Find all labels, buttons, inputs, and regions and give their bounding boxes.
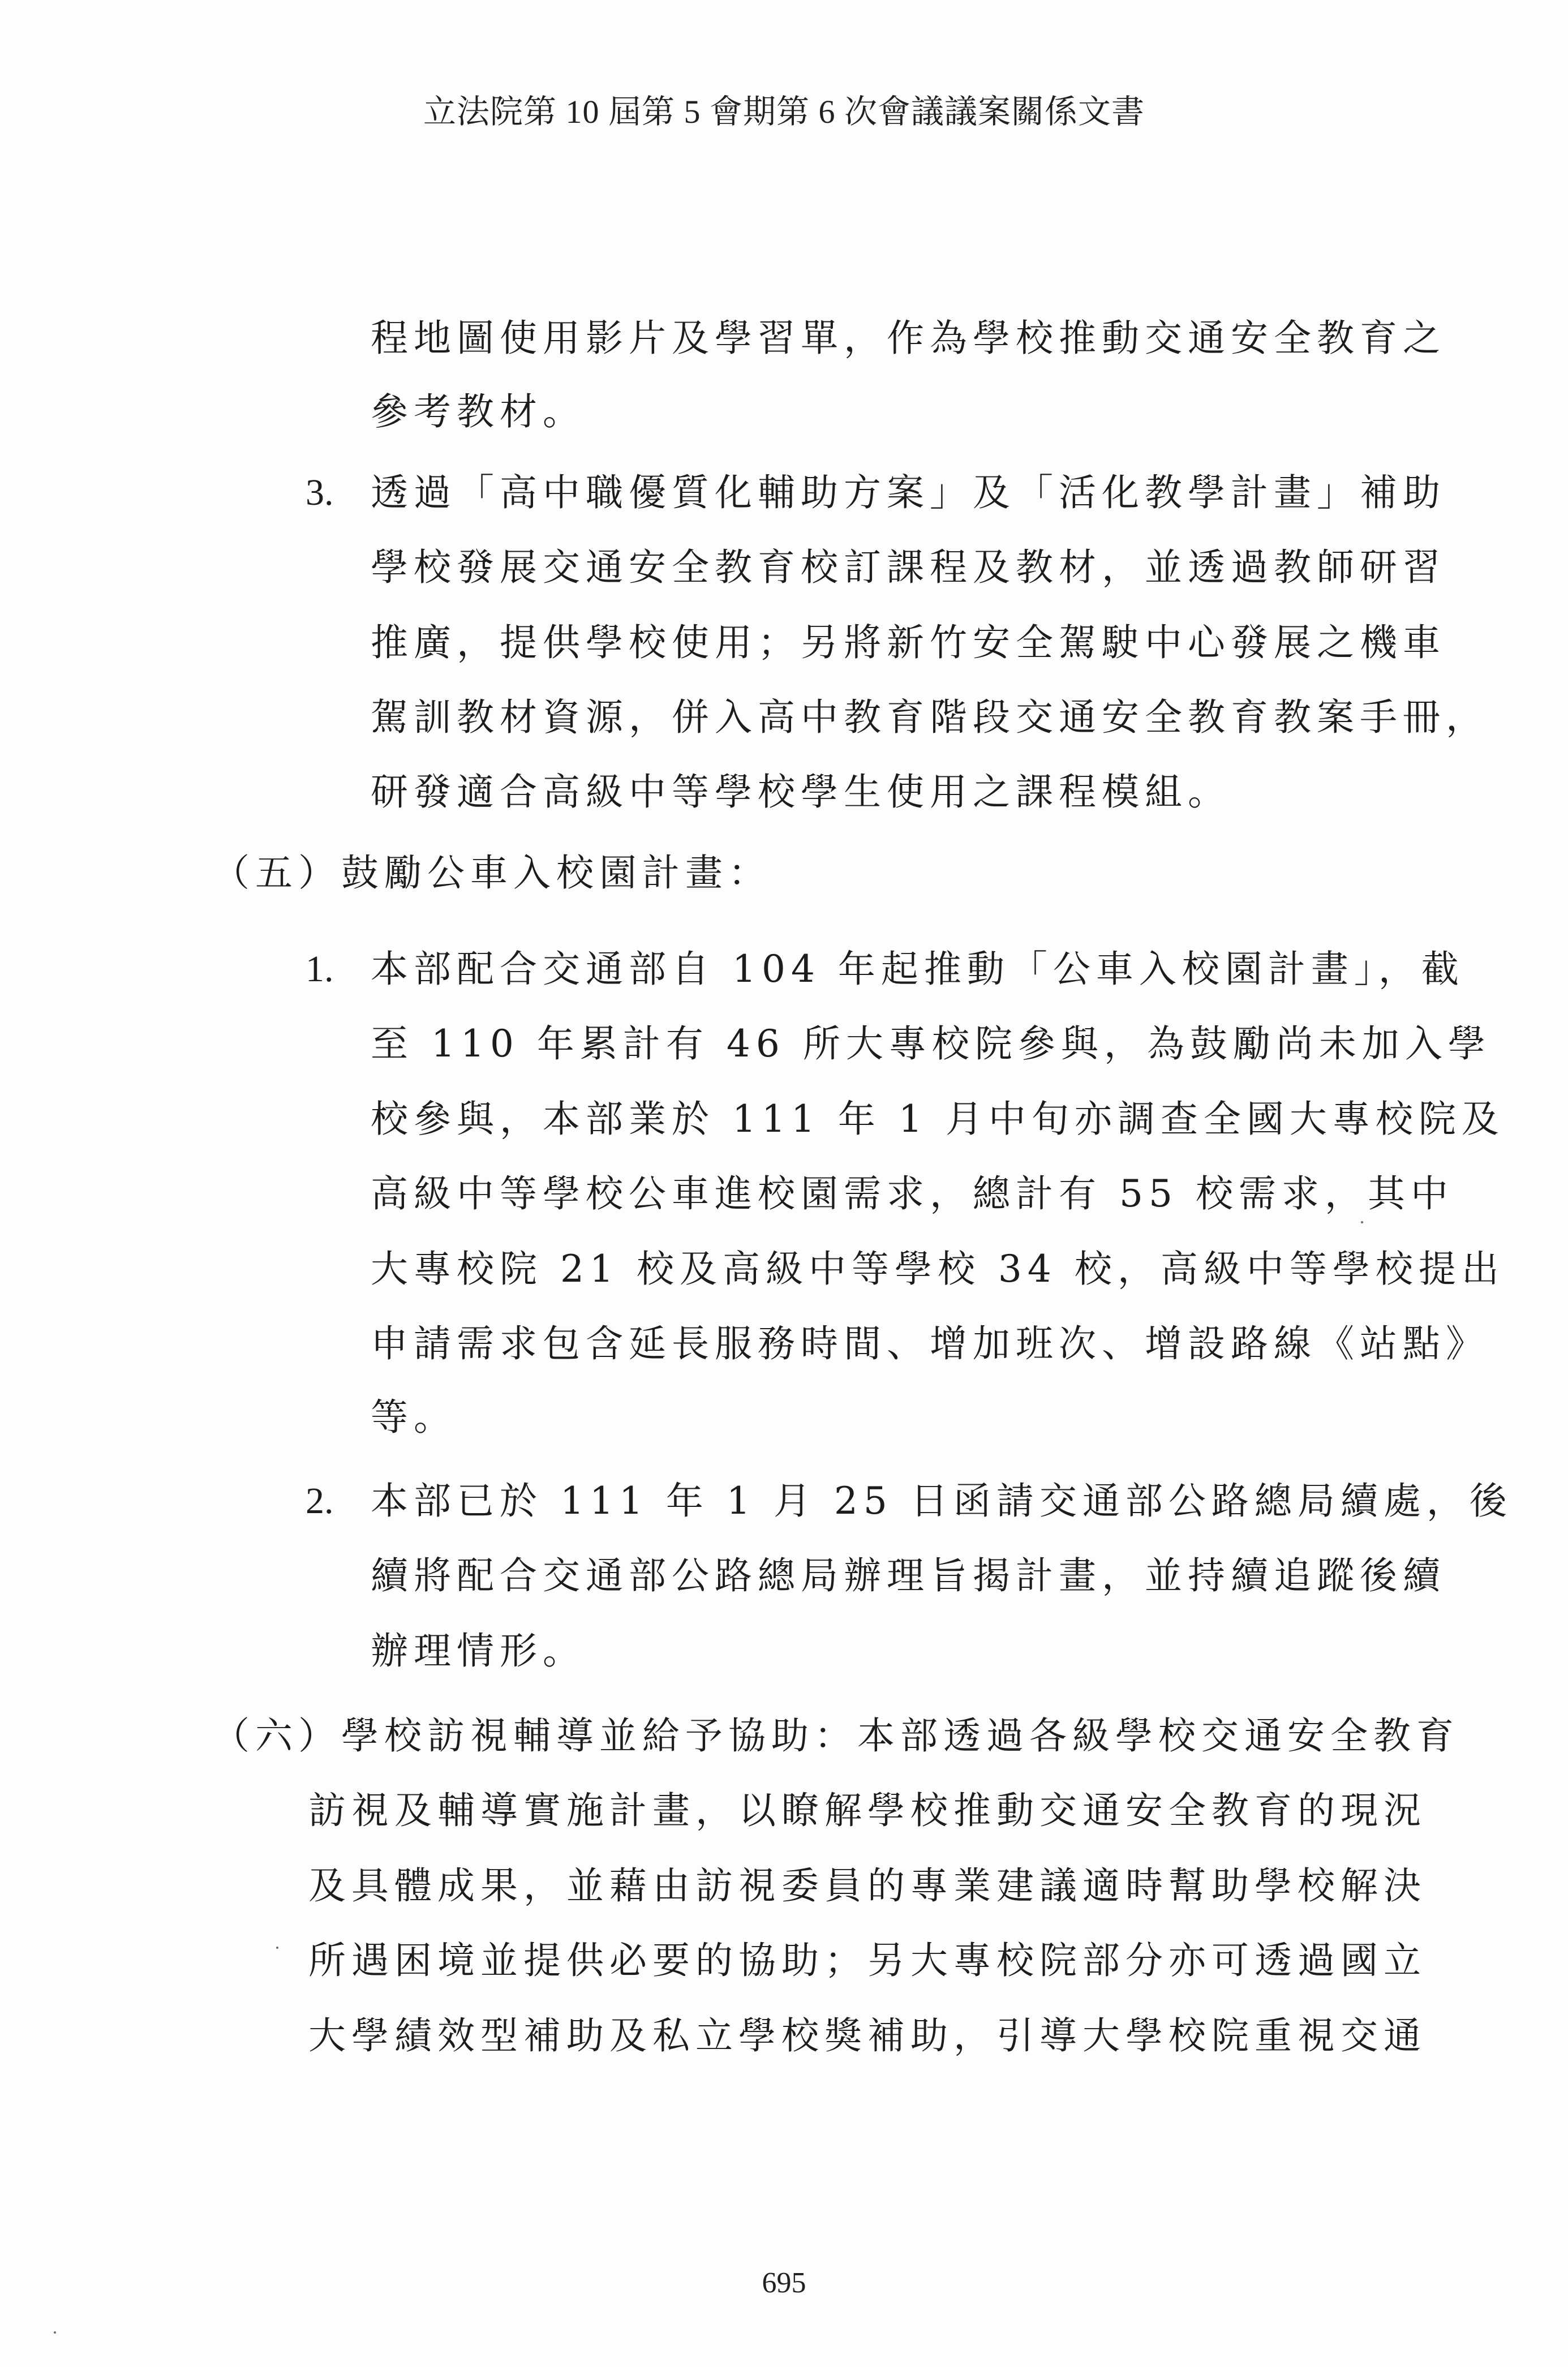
item-5-1-line-6: 申請需求包含延長服務時間、增加班次、增設路線《站點》: [371, 1322, 1489, 1365]
section-6-line-2: 訪視及輔導實施計畫，以瞭解學校推動交通安全教育的現況: [308, 1789, 1427, 1832]
item-5-1-line-3: 校參與，本部業於 111 年 1 月中旬亦調查全國大專校院及: [371, 1097, 1505, 1141]
continuation-line-1: 程地圖使用影片及學習單，作為學校推動交通安全教育之: [371, 316, 1446, 360]
section-5-heading: （五）鼓勵公車入校園計畫：: [212, 851, 771, 895]
page-number: 695: [762, 2267, 806, 2299]
section-6-line-4: 所遇困境並提供必要的協助；另大專校院部分亦可透過國立: [308, 1939, 1427, 1982]
item-5-2-line-1: 本部已於 111 年 1 月 25 日函請交通部公路總局續處，後: [371, 1479, 1513, 1523]
item-3-line-4: 駕訓教材資源，併入高中教育階段交通安全教育教案手冊，: [371, 695, 1489, 739]
document-header: 立法院第 10 屆第 5 會期第 6 次會議議案關係文書: [423, 93, 1145, 130]
section-6-line-1: （六）學校訪視輔導並給予協助：本部透過各級學校交通安全教育: [212, 1714, 1459, 1758]
item-3-number: 3.: [306, 472, 334, 513]
scan-speck: [54, 2331, 56, 2334]
scan-speck: [276, 1947, 278, 1949]
item-3-line-1: 透過「高中職優質化輔助方案」及「活化教學計畫」補助: [371, 471, 1446, 514]
item-5-2-line-2: 續將配合交通部公路總局辦理旨揭計畫，並持續追蹤後續: [371, 1554, 1446, 1597]
item-3-line-2: 學校發展交通安全教育校訂課程及教材，並透過教師研習: [371, 545, 1446, 589]
item-5-1-line-2: 至 110 年累計有 46 所大專校院參與，為鼓勵尚未加入學: [371, 1022, 1491, 1066]
item-5-1-line-4: 高級中等學校公車進校園需求，總計有 55 校需求，其中: [371, 1172, 1454, 1215]
scan-speck: [1361, 1221, 1363, 1223]
item-5-1-line-7: 等。: [371, 1395, 457, 1439]
item-5-1-number: 1.: [306, 948, 334, 990]
item-5-1-line-1: 本部配合交通部自 104 年起推動「公車入校園計畫」，截: [371, 947, 1464, 991]
item-5-2-number: 2.: [306, 1480, 334, 1522]
item-3-line-5: 研發適合高級中等學校學生使用之課程模組。: [371, 770, 1231, 814]
section-6-line-5: 大學績效型補助及私立學校獎補助，引導大學校院重視交通: [308, 2014, 1427, 2057]
continuation-line-2: 參考教材。: [371, 390, 586, 433]
section-6-line-3: 及具體成果，並藉由訪視委員的專業建議適時幫助學校解決: [308, 1864, 1427, 1908]
item-3-line-3: 推廣，提供學校使用；另將新竹安全駕駛中心發展之機車: [371, 621, 1446, 664]
item-5-2-line-3: 辦理情形。: [371, 1629, 586, 1673]
item-5-1-line-5: 大專校院 21 校及高級中等學校 34 校，高級中等學校提出: [371, 1247, 1505, 1291]
